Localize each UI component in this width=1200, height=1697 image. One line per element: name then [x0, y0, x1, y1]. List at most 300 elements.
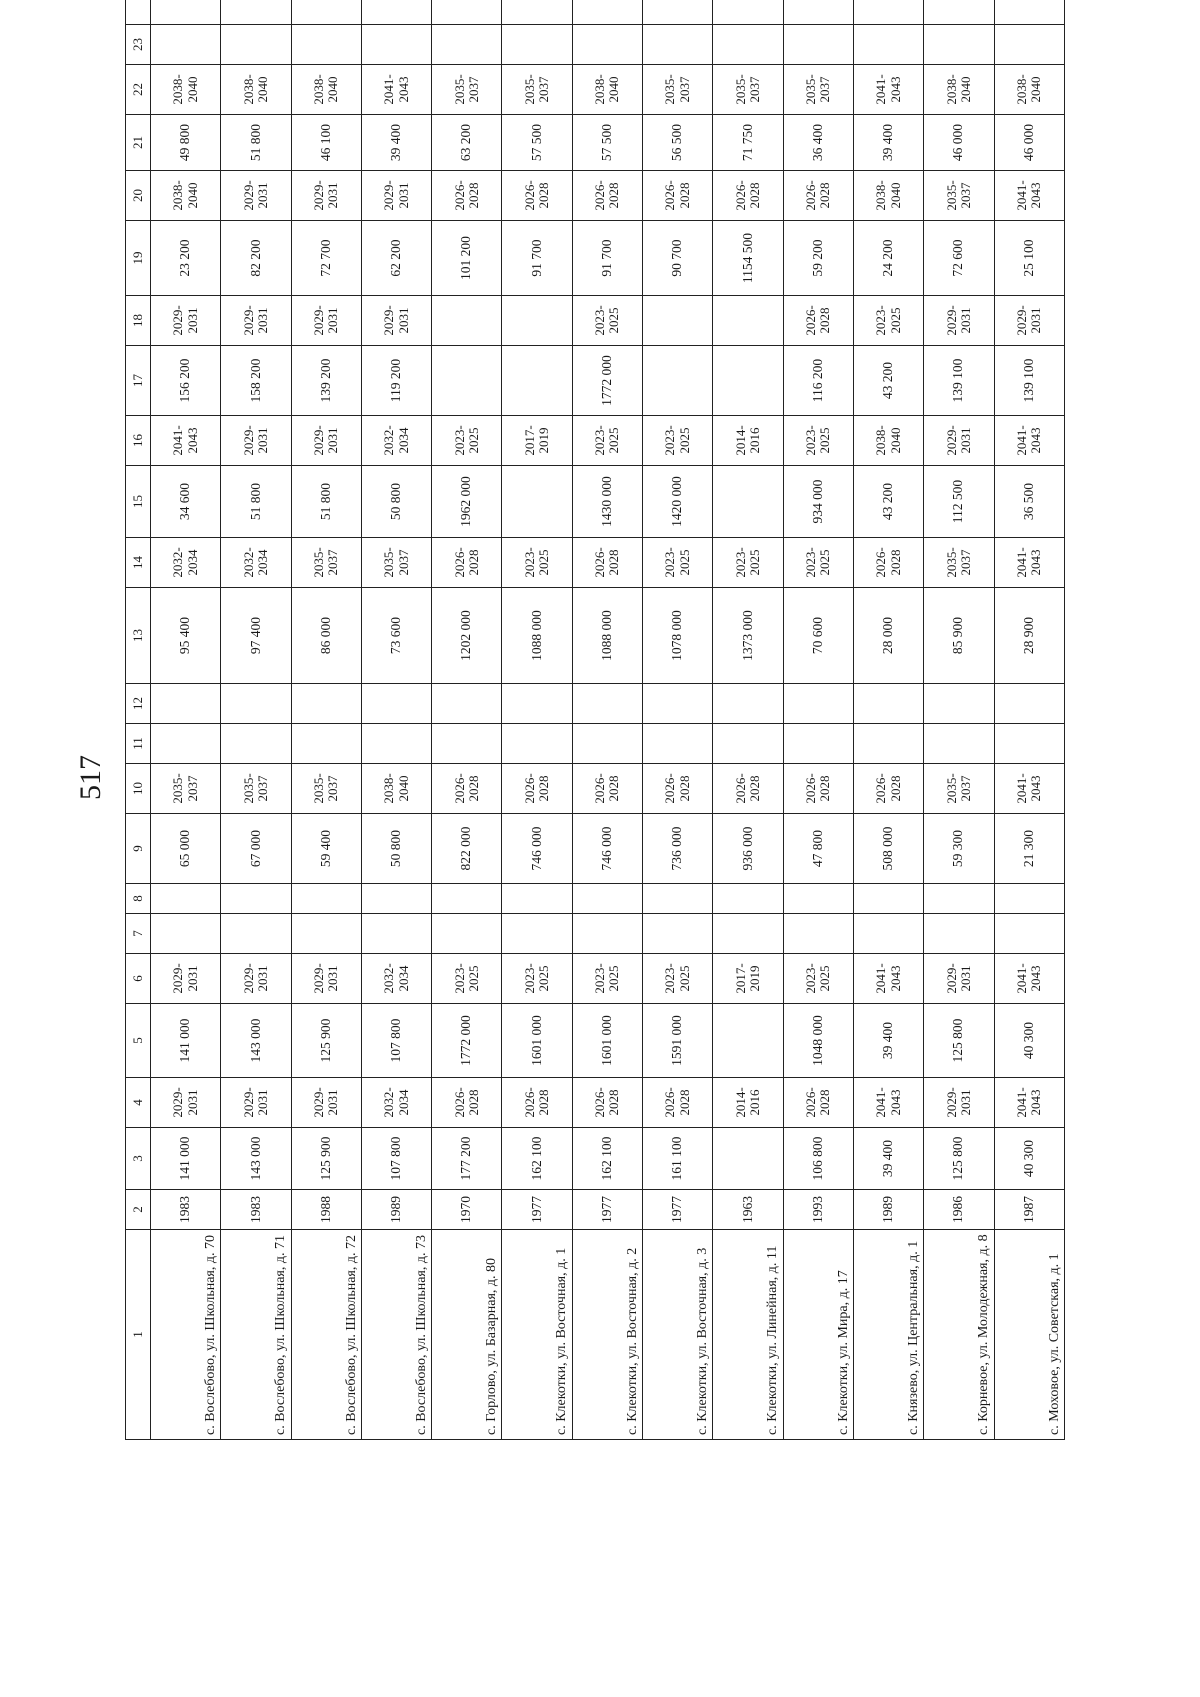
period-cell: 2023-2025 [572, 296, 642, 346]
value-cell: 1963 [713, 1190, 783, 1230]
period-cell: 2041-2043 [994, 538, 1064, 588]
period-cell: 2026-2028 [572, 764, 642, 814]
value-cell: 72 600 [924, 221, 994, 296]
table-row [994, 0, 1064, 1440]
value-cell: 1986 [924, 1190, 994, 1230]
period-cell: 2038-2040 [361, 764, 431, 814]
period-cell: 2026-2028 [713, 764, 783, 814]
column-number-cell: 16 [126, 416, 151, 466]
value-cell [502, 0, 572, 25]
period-cell: 2029-2031 [361, 296, 431, 346]
value-cell: 1601 000 [572, 1004, 642, 1078]
value-cell: 156 200 [151, 346, 221, 416]
value-cell [151, 0, 221, 25]
value-cell [432, 914, 502, 954]
period-cell: 2035-2037 [291, 538, 361, 588]
period-cell: 2029-2031 [924, 296, 994, 346]
value-cell: 43 200 [853, 346, 923, 416]
period-cell: 2026-2028 [783, 1078, 853, 1128]
value-cell: 119 200 [361, 346, 431, 416]
period-cell: 2032-2034 [361, 1078, 431, 1128]
value-cell: 822 000 [432, 814, 502, 884]
value-cell [783, 724, 853, 764]
period-cell: 2023-2025 [853, 296, 923, 346]
period-cell: 2026-2028 [502, 171, 572, 221]
value-cell [643, 884, 713, 914]
value-cell: 36 500 [994, 466, 1064, 538]
period-cell: 2026-2028 [572, 1078, 642, 1128]
value-cell [713, 0, 783, 25]
value-cell: 107 800 [361, 1128, 431, 1190]
value-cell: 1078 000 [643, 588, 713, 684]
value-cell: 1772 000 [572, 346, 642, 416]
period-cell: 2029-2031 [221, 416, 291, 466]
column-number-cell: 23 [126, 25, 151, 65]
period-cell: 2023-2025 [502, 954, 572, 1004]
value-cell [643, 0, 713, 25]
value-cell: 143 000 [221, 1004, 291, 1078]
value-cell: 56 500 [643, 115, 713, 171]
value-cell [924, 25, 994, 65]
value-cell: 51 800 [291, 466, 361, 538]
value-cell: 1591 000 [643, 1004, 713, 1078]
value-cell [994, 724, 1064, 764]
value-cell: 1989 [361, 1190, 431, 1230]
value-cell [572, 684, 642, 724]
value-cell: 57 500 [572, 115, 642, 171]
value-cell: 1988 [291, 1190, 361, 1230]
period-cell: 2041-2043 [853, 954, 923, 1004]
value-cell [713, 914, 783, 954]
period-cell: 2029-2031 [221, 954, 291, 1004]
value-cell: 47 800 [783, 814, 853, 884]
value-cell: 51 800 [221, 115, 291, 171]
address-cell: с. Клекотки, ул. Восточная, д. 1 [502, 1230, 572, 1440]
period-cell: 2035-2037 [291, 764, 361, 814]
value-cell [783, 25, 853, 65]
period-cell: 2026-2028 [643, 171, 713, 221]
value-cell: 91 700 [502, 221, 572, 296]
period-cell: 2026-2028 [643, 764, 713, 814]
value-cell [924, 0, 994, 25]
value-cell: 106 800 [783, 1128, 853, 1190]
column-number-cell: 20 [126, 171, 151, 221]
period-cell: 2026-2028 [432, 538, 502, 588]
value-cell: 1154 500 [713, 221, 783, 296]
value-cell: 139 100 [924, 346, 994, 416]
value-cell: 59 300 [924, 814, 994, 884]
value-cell: 46 000 [924, 115, 994, 171]
period-cell: 2029-2031 [151, 296, 221, 346]
value-cell: 162 100 [502, 1128, 572, 1190]
period-cell: 2029-2031 [151, 954, 221, 1004]
column-number-cell: 8 [126, 884, 151, 914]
value-cell: 46 100 [291, 115, 361, 171]
period-cell: 2023-2025 [643, 538, 713, 588]
value-cell [221, 724, 291, 764]
period-cell: 2041-2043 [853, 65, 923, 115]
period-cell: 2029-2031 [291, 171, 361, 221]
period-cell: 2023-2025 [432, 954, 502, 1004]
value-cell: 934 000 [783, 466, 853, 538]
address-cell: с. Вослебово, ул. Школьная, д. 73 [361, 1230, 431, 1440]
table-row [853, 0, 923, 1440]
period-cell: 2023-2025 [783, 954, 853, 1004]
value-cell [783, 684, 853, 724]
value-cell [924, 724, 994, 764]
period-cell [713, 296, 783, 346]
value-cell: 97 400 [221, 588, 291, 684]
column-number-cell: 13 [126, 588, 151, 684]
period-cell: 2035-2037 [221, 764, 291, 814]
value-cell [151, 724, 221, 764]
period-cell: 2029-2031 [291, 416, 361, 466]
value-cell: 1088 000 [502, 588, 572, 684]
column-number-cell: 14 [126, 538, 151, 588]
value-cell: 67 000 [221, 814, 291, 884]
value-cell: 46 000 [994, 115, 1064, 171]
value-cell [572, 25, 642, 65]
period-cell: 2029-2031 [361, 171, 431, 221]
period-cell: 2035-2037 [924, 538, 994, 588]
value-cell: 101 200 [432, 221, 502, 296]
value-cell [151, 684, 221, 724]
value-cell: 158 200 [221, 346, 291, 416]
value-cell [291, 0, 361, 25]
value-cell [361, 0, 431, 25]
value-cell: 139 100 [994, 346, 1064, 416]
value-cell: 139 200 [291, 346, 361, 416]
table-row [221, 0, 291, 1440]
value-cell: 63 200 [432, 115, 502, 171]
value-cell: 72 700 [291, 221, 361, 296]
period-cell: 2017-2019 [502, 416, 572, 466]
address-cell: с. Клекотки, ул. Мира, д. 17 [783, 1230, 853, 1440]
period-cell: 2029-2031 [221, 171, 291, 221]
value-cell: 39 400 [361, 115, 431, 171]
address-cell: с. Клекотки, ул. Линейная, д. 11 [713, 1230, 783, 1440]
value-cell [924, 684, 994, 724]
value-cell: 25 100 [994, 221, 1064, 296]
value-cell: 50 800 [361, 814, 431, 884]
value-cell: 1989 [853, 1190, 923, 1230]
value-cell: 43 200 [853, 466, 923, 538]
value-cell: 125 900 [291, 1128, 361, 1190]
value-cell [713, 684, 783, 724]
value-cell: 1202 000 [432, 588, 502, 684]
value-cell [643, 684, 713, 724]
column-number-cell: 10 [126, 764, 151, 814]
value-cell [221, 25, 291, 65]
header-row [126, 0, 151, 1440]
value-cell: 70 600 [783, 588, 853, 684]
period-cell: 2029-2031 [291, 1078, 361, 1128]
column-number-cell: 15 [126, 466, 151, 538]
value-cell [853, 684, 923, 724]
value-cell: 1772 000 [432, 1004, 502, 1078]
address-cell: с. Вослебово, ул. Школьная, д. 72 [291, 1230, 361, 1440]
value-cell: 1977 [502, 1190, 572, 1230]
period-cell: 2035-2037 [151, 764, 221, 814]
value-cell: 936 000 [713, 814, 783, 884]
period-cell [643, 296, 713, 346]
value-cell [502, 724, 572, 764]
value-cell [994, 884, 1064, 914]
period-cell: 2029-2031 [221, 296, 291, 346]
value-cell [432, 0, 502, 25]
address-cell: с. Клекотки, ул. Восточная, д. 2 [572, 1230, 642, 1440]
value-cell: 177 200 [432, 1128, 502, 1190]
value-cell: 51 800 [221, 466, 291, 538]
period-cell: 2026-2028 [643, 1078, 713, 1128]
value-cell: 1420 000 [643, 466, 713, 538]
period-cell: 2038-2040 [151, 65, 221, 115]
value-cell: 736 000 [643, 814, 713, 884]
value-cell [853, 884, 923, 914]
period-cell: 2038-2040 [221, 65, 291, 115]
value-cell [432, 724, 502, 764]
value-cell: 1993 [783, 1190, 853, 1230]
value-cell [643, 914, 713, 954]
value-cell: 1601 000 [502, 1004, 572, 1078]
table-row [151, 0, 221, 1440]
period-cell: 2041-2043 [994, 416, 1064, 466]
period-cell: 2041-2043 [151, 416, 221, 466]
value-cell: 62 200 [361, 221, 431, 296]
column-number-cell: 12 [126, 684, 151, 724]
column-number-cell: 6 [126, 954, 151, 1004]
value-cell: 39 400 [853, 1004, 923, 1078]
value-cell: 91 700 [572, 221, 642, 296]
value-cell: 162 100 [572, 1128, 642, 1190]
value-cell: 1983 [151, 1190, 221, 1230]
value-cell: 23 200 [151, 221, 221, 296]
period-cell: 2026-2028 [853, 538, 923, 588]
table-row [783, 0, 853, 1440]
period-cell: 2029-2031 [221, 1078, 291, 1128]
period-cell: 2026-2028 [783, 296, 853, 346]
column-number-cell: 11 [126, 724, 151, 764]
table-row [291, 0, 361, 1440]
period-cell: 2041-2043 [994, 171, 1064, 221]
value-cell [853, 724, 923, 764]
value-cell [221, 684, 291, 724]
value-cell: 90 700 [643, 221, 713, 296]
value-cell [643, 724, 713, 764]
period-cell: 2032-2034 [361, 954, 431, 1004]
period-cell: 2038-2040 [853, 171, 923, 221]
value-cell: 1970 [432, 1190, 502, 1230]
period-cell: 2035-2037 [643, 65, 713, 115]
value-cell: 1977 [572, 1190, 642, 1230]
period-cell: 2041-2043 [994, 954, 1064, 1004]
period-cell: 2035-2037 [783, 65, 853, 115]
value-cell [994, 684, 1064, 724]
value-cell: 1088 000 [572, 588, 642, 684]
value-cell [994, 914, 1064, 954]
period-cell: 2029-2031 [151, 1078, 221, 1128]
column-number-cell [126, 0, 151, 25]
value-cell: 1977 [643, 1190, 713, 1230]
value-cell: 1048 000 [783, 1004, 853, 1078]
value-cell [502, 25, 572, 65]
period-cell: 2023-2025 [713, 538, 783, 588]
value-cell: 28 900 [994, 588, 1064, 684]
period-cell: 2026-2028 [502, 764, 572, 814]
value-cell [502, 884, 572, 914]
period-cell: 2026-2028 [572, 171, 642, 221]
value-cell: 57 500 [502, 115, 572, 171]
value-cell [291, 25, 361, 65]
table-row [713, 0, 783, 1440]
value-cell [994, 25, 1064, 65]
period-cell: 2029-2031 [291, 296, 361, 346]
value-cell: 141 000 [151, 1004, 221, 1078]
value-cell [502, 914, 572, 954]
table-row [502, 0, 572, 1440]
period-cell: 2017-2019 [713, 954, 783, 1004]
value-cell: 125 900 [291, 1004, 361, 1078]
table-row [432, 0, 502, 1440]
value-cell: 65 000 [151, 814, 221, 884]
period-cell: 2026-2028 [572, 538, 642, 588]
value-cell [291, 724, 361, 764]
value-cell [572, 0, 642, 25]
value-cell [221, 884, 291, 914]
value-cell: 39 400 [853, 115, 923, 171]
period-cell: 2035-2037 [924, 171, 994, 221]
value-cell [572, 724, 642, 764]
period-cell: 2023-2025 [572, 954, 642, 1004]
period-cell: 2029-2031 [924, 1078, 994, 1128]
page-number: 517 [74, 755, 107, 800]
column-number-cell: 4 [126, 1078, 151, 1128]
value-cell [572, 884, 642, 914]
value-cell: 49 800 [151, 115, 221, 171]
period-cell: 2029-2031 [924, 954, 994, 1004]
value-cell [924, 884, 994, 914]
value-cell: 141 000 [151, 1128, 221, 1190]
period-cell: 2023-2025 [432, 416, 502, 466]
period-cell: 2038-2040 [151, 171, 221, 221]
period-cell: 2029-2031 [291, 954, 361, 1004]
value-cell: 85 900 [924, 588, 994, 684]
value-cell [713, 466, 783, 538]
value-cell [151, 884, 221, 914]
value-cell [221, 0, 291, 25]
column-number-header [126, 0, 151, 1440]
value-cell: 1987 [994, 1190, 1064, 1230]
period-cell: 2035-2037 [713, 65, 783, 115]
value-cell [643, 346, 713, 416]
value-cell [783, 0, 853, 25]
value-cell: 746 000 [572, 814, 642, 884]
period-cell: 2035-2037 [924, 764, 994, 814]
value-cell [291, 914, 361, 954]
value-cell [502, 684, 572, 724]
period-cell: 2038-2040 [853, 416, 923, 466]
period-cell: 2041-2043 [361, 65, 431, 115]
value-cell [713, 1004, 783, 1078]
period-cell: 2038-2040 [291, 65, 361, 115]
value-cell [361, 914, 431, 954]
value-cell [221, 914, 291, 954]
period-cell: 2035-2037 [502, 65, 572, 115]
value-cell [432, 884, 502, 914]
period-cell: 2026-2028 [432, 1078, 502, 1128]
period-cell: 2026-2028 [713, 171, 783, 221]
address-cell: с. Клекотки, ул. Восточная, д. 3 [643, 1230, 713, 1440]
period-cell: 2026-2028 [783, 764, 853, 814]
value-cell [291, 884, 361, 914]
period-cell: 2023-2025 [643, 416, 713, 466]
column-number-cell: 21 [126, 115, 151, 171]
address-cell: с. Моховое, ул. Советская, д. 1 [994, 1230, 1064, 1440]
period-cell: 2023-2025 [502, 538, 572, 588]
value-cell: 34 600 [151, 466, 221, 538]
address-cell: с. Вослебово, ул. Школьная, д. 70 [151, 1230, 221, 1440]
period-cell: 2023-2025 [783, 416, 853, 466]
address-cell: с. Князево, ул. Центральная, д. 1 [853, 1230, 923, 1440]
period-cell: 2023-2025 [572, 416, 642, 466]
value-cell: 112 500 [924, 466, 994, 538]
value-cell [713, 346, 783, 416]
value-cell [502, 466, 572, 538]
value-cell: 86 000 [291, 588, 361, 684]
period-cell [432, 296, 502, 346]
period-cell: 2026-2028 [853, 764, 923, 814]
value-cell: 50 800 [361, 466, 431, 538]
value-cell: 73 600 [361, 588, 431, 684]
value-cell [853, 25, 923, 65]
period-cell: 2032-2034 [361, 416, 431, 466]
value-cell [713, 25, 783, 65]
value-cell: 116 200 [783, 346, 853, 416]
value-cell: 125 800 [924, 1004, 994, 1078]
value-cell: 39 400 [853, 1128, 923, 1190]
period-cell: 2035-2037 [361, 538, 431, 588]
value-cell: 95 400 [151, 588, 221, 684]
period-cell: 2029-2031 [924, 416, 994, 466]
value-cell: 21 300 [994, 814, 1064, 884]
period-cell: 2023-2025 [783, 538, 853, 588]
value-cell [502, 346, 572, 416]
value-cell [361, 884, 431, 914]
value-cell [783, 914, 853, 954]
column-number-cell: 3 [126, 1128, 151, 1190]
table-row [361, 0, 431, 1440]
period-cell: 2026-2028 [432, 764, 502, 814]
value-cell [713, 1128, 783, 1190]
value-cell: 107 800 [361, 1004, 431, 1078]
address-cell: с. Горлово, ул. Базарная, д. 80 [432, 1230, 502, 1440]
rotated-table-wrapper [125, 38, 1065, 1440]
value-cell: 24 200 [853, 221, 923, 296]
period-cell: 2014-2016 [713, 1078, 783, 1128]
value-cell: 1373 000 [713, 588, 783, 684]
value-cell: 143 000 [221, 1128, 291, 1190]
value-cell: 71 750 [713, 115, 783, 171]
value-cell: 28 000 [853, 588, 923, 684]
value-cell [713, 884, 783, 914]
value-cell [151, 914, 221, 954]
column-number-cell: 7 [126, 914, 151, 954]
value-cell [994, 0, 1064, 25]
value-cell [432, 346, 502, 416]
table-body [151, 0, 1065, 1440]
address-cell: с. Вослебово, ул. Школьная, д. 71 [221, 1230, 291, 1440]
value-cell [361, 724, 431, 764]
